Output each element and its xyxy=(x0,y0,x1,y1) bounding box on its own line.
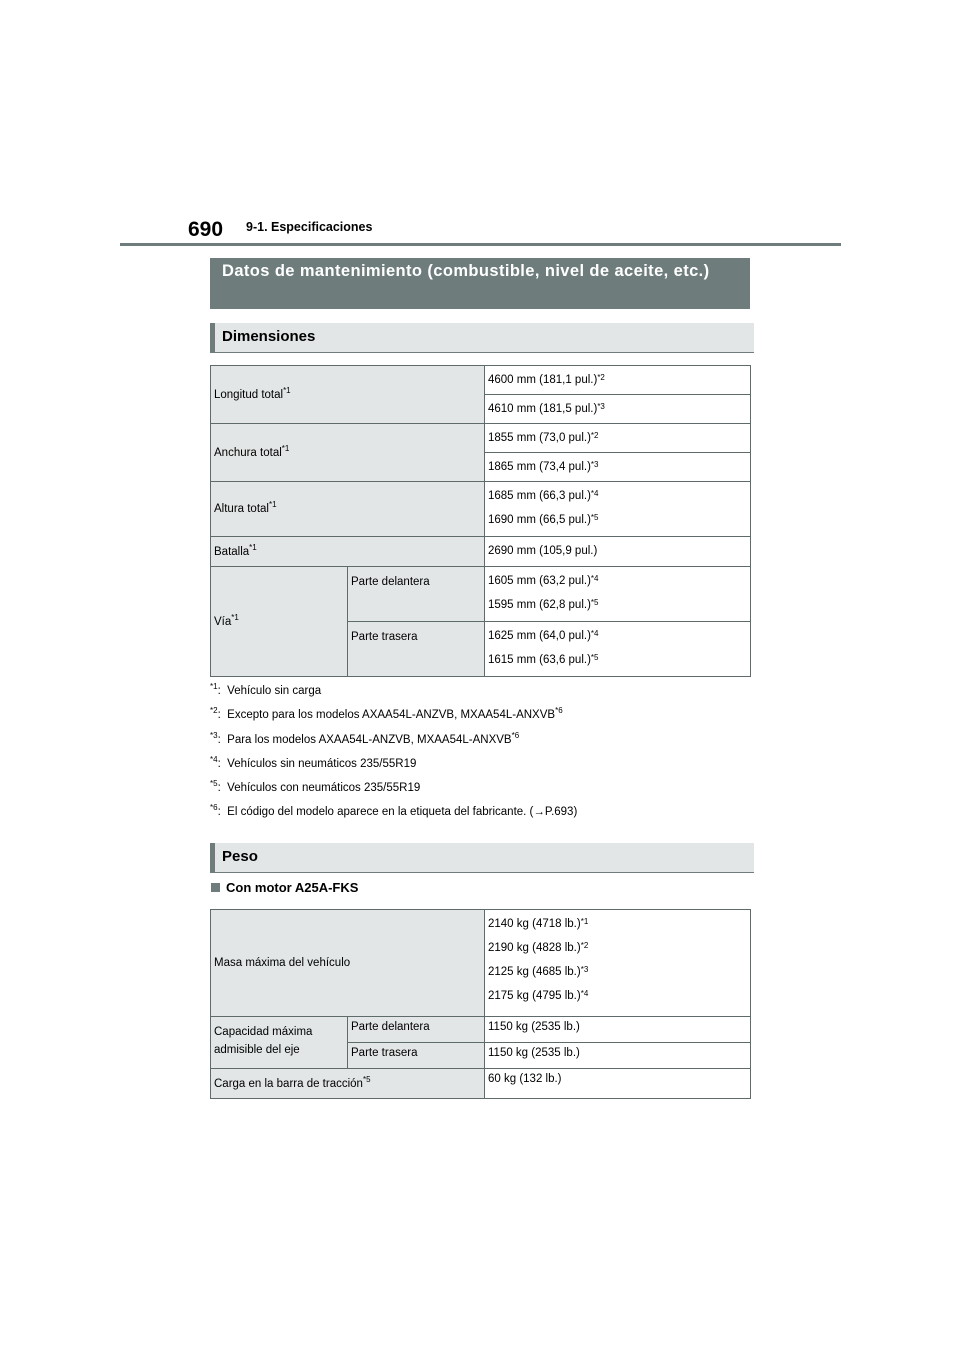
masa-label: Masa máxima del vehículo xyxy=(211,910,485,1017)
value-text: 4600 mm (181,1 pul.) xyxy=(488,374,598,386)
footnote-ref: *1 xyxy=(281,443,290,453)
footnote-mark: *3 xyxy=(210,730,218,740)
engine-subsection xyxy=(211,880,358,895)
table-row xyxy=(211,482,751,537)
engine-subsection-label: Con motor A25A-FKS xyxy=(226,880,359,895)
value-text: 2690 mm (105,9 pul.) xyxy=(488,545,598,557)
value-text: 1690 mm (66,5 pul.) xyxy=(488,514,591,526)
anchura-value-1 xyxy=(485,424,751,453)
value-text: 1615 mm (63,6 pul.) xyxy=(488,654,591,666)
value-text: 1605 mm (63,2 pul.) xyxy=(488,575,591,587)
footnote: $^{*5}$: Vehículos con neumáticos 235/55R19 xyxy=(210,779,421,795)
footnote-ref: *3 xyxy=(580,965,589,974)
footnote-ref: *2 xyxy=(580,941,589,950)
batalla-label: Batalla xyxy=(214,545,250,558)
anchura-label: Anchura total xyxy=(214,446,282,459)
footnote: $^{*3}$: Para los modelos AXAA54L-ANZVB, MXAA54L-ANXVB$^{*6}$ xyxy=(210,730,520,746)
eje-trasera-label: Parte trasera xyxy=(348,1043,485,1069)
footnote-mark: *1 xyxy=(210,682,218,691)
header-divider xyxy=(120,243,841,246)
footnote-text: Excepto para los modelos AXAA54L-ANZVB, MXAA54L-ANXVB xyxy=(227,709,556,722)
footnote-ref: *4 xyxy=(590,629,599,638)
altura-label-cell xyxy=(211,482,485,537)
footnote-ref: *4 xyxy=(590,489,599,498)
value-text: 1865 mm (73,4 pul.) xyxy=(488,461,591,473)
footnote-text: El código del modelo aparece en la etiqueta del fabricante. (→P.693) xyxy=(227,806,578,819)
batalla-label-cell xyxy=(211,537,485,567)
eje-label: Capacidad máxima admisible del eje xyxy=(211,1017,348,1069)
footnote-mark: *5 xyxy=(210,779,218,789)
dimensions-heading xyxy=(210,323,754,353)
footnote-ref: *3 xyxy=(590,460,599,469)
via-delantera-label: Parte delantera xyxy=(348,567,485,622)
footnote-ref: *3 xyxy=(597,402,605,411)
footnote-ref: *5 xyxy=(362,1074,371,1084)
footnote-mark: *4 xyxy=(210,754,218,764)
weight-table xyxy=(210,909,751,1099)
heading-accent-bar xyxy=(210,843,215,872)
table-row xyxy=(211,1017,751,1043)
value-text: 2175 kg (4795 lb.) xyxy=(488,990,581,1002)
footnote-ref: *5 xyxy=(590,653,599,662)
footnote: $^{*6}$: El código del modelo aparece en la etiqueta del fabricante. (→P.693) xyxy=(210,803,578,819)
table-row xyxy=(211,910,751,1017)
value-text: 1595 mm (62,8 pul.) xyxy=(488,599,591,611)
via-delantera-values xyxy=(485,567,751,622)
table-row xyxy=(211,567,751,622)
footnote-ref: *1 xyxy=(268,500,277,509)
section-title: 9-1. Especificaciones xyxy=(246,220,373,234)
footnote-text: Para los modelos AXAA54L-ANZVB, MXAA54L-ANXVB xyxy=(227,733,512,746)
peso-heading xyxy=(210,843,754,873)
footnote-mark: *2 xyxy=(210,706,218,716)
eje-delantera-value: 1150 kg (2535 lb.) xyxy=(485,1017,751,1043)
traccion-label: Carga en la barra de tracción xyxy=(214,1077,363,1090)
footnote-ref: *1 xyxy=(249,542,257,552)
longitud-label: Longitud total xyxy=(214,388,284,401)
value-text: 1685 mm (66,3 pul.) xyxy=(488,490,591,502)
via-trasera-label: Parte trasera xyxy=(348,622,485,677)
anchura-label-cell xyxy=(211,424,485,482)
footnote-ref: *6 xyxy=(555,706,563,716)
footnote: $^{*2}$: Excepto para los modelos AXAA54L-ANZVB, MXAA54L-ANXVB$^{*6}$ xyxy=(210,706,563,722)
footnote-ref: *1 xyxy=(580,917,589,926)
via-label: Vía xyxy=(214,615,232,628)
footnote-text: Vehículos con neumáticos 235/55R19 xyxy=(227,782,421,795)
footnote-text: Vehículos sin neumáticos 235/55R19 xyxy=(227,757,417,770)
footnote-ref: *2 xyxy=(597,373,605,382)
longitud-label-cell xyxy=(211,366,485,424)
altura-label: Altura total xyxy=(214,503,269,515)
via-label-cell xyxy=(211,567,348,677)
table-row xyxy=(211,424,751,453)
value-text: 4610 mm (181,5 pul.) xyxy=(488,403,598,415)
eje-trasera-value: 1150 kg (2535 lb.) xyxy=(485,1043,751,1069)
footnote: $^{*1}$: Vehículo sin carga xyxy=(210,682,322,697)
footnotes xyxy=(210,682,770,828)
footnote-ref: *1 xyxy=(231,612,239,622)
footnote-ref: *4 xyxy=(590,574,599,583)
longitud-value-1 xyxy=(485,366,751,395)
altura-values xyxy=(485,482,751,537)
value-text: 2125 kg (4685 lb.) xyxy=(488,966,581,978)
footnote-ref: *5 xyxy=(590,513,599,522)
longitud-value-2 xyxy=(485,395,751,424)
footnote-ref: *5 xyxy=(590,598,599,607)
traccion-label-cell xyxy=(211,1069,485,1099)
footnote-text: Vehículo sin carga xyxy=(227,685,322,697)
peso-title: Peso xyxy=(222,848,258,865)
value-text: 1625 mm (64,0 pul.) xyxy=(488,630,591,642)
footnote-ref: *4 xyxy=(580,989,589,998)
value-text: 1855 mm (73,0 pul.) xyxy=(488,432,591,444)
traccion-value: 60 kg (132 lb.) xyxy=(485,1069,751,1099)
value-text: 2190 kg (4828 lb.) xyxy=(488,942,581,954)
anchura-value-2 xyxy=(485,453,751,482)
table-row xyxy=(211,366,751,395)
table-row xyxy=(211,1069,751,1099)
via-trasera-values xyxy=(485,622,751,677)
footnote: $^{*4}$: Vehículos sin neumáticos 235/55R19 xyxy=(210,754,417,770)
footnote-ref: *1 xyxy=(283,385,291,395)
square-bullet-icon xyxy=(211,883,220,892)
dimensions-title: Dimensiones xyxy=(222,328,316,345)
footnote-ref: *2 xyxy=(590,431,599,440)
batalla-value xyxy=(485,537,751,567)
dimensions-table xyxy=(210,365,751,677)
footnote-mark: *6 xyxy=(210,803,218,813)
table-row xyxy=(211,537,751,567)
eje-delantera-label: Parte delantera xyxy=(348,1017,485,1043)
page-number: 690 xyxy=(188,218,224,241)
value-text: 2140 kg (4718 lb.) xyxy=(488,918,581,930)
heading-accent-bar xyxy=(210,323,215,352)
main-heading: Datos de mantenimiento (combustible, nivel de aceite, etc.) xyxy=(210,258,750,309)
masa-values xyxy=(485,910,751,1017)
footnote-ref: *6 xyxy=(511,730,520,740)
